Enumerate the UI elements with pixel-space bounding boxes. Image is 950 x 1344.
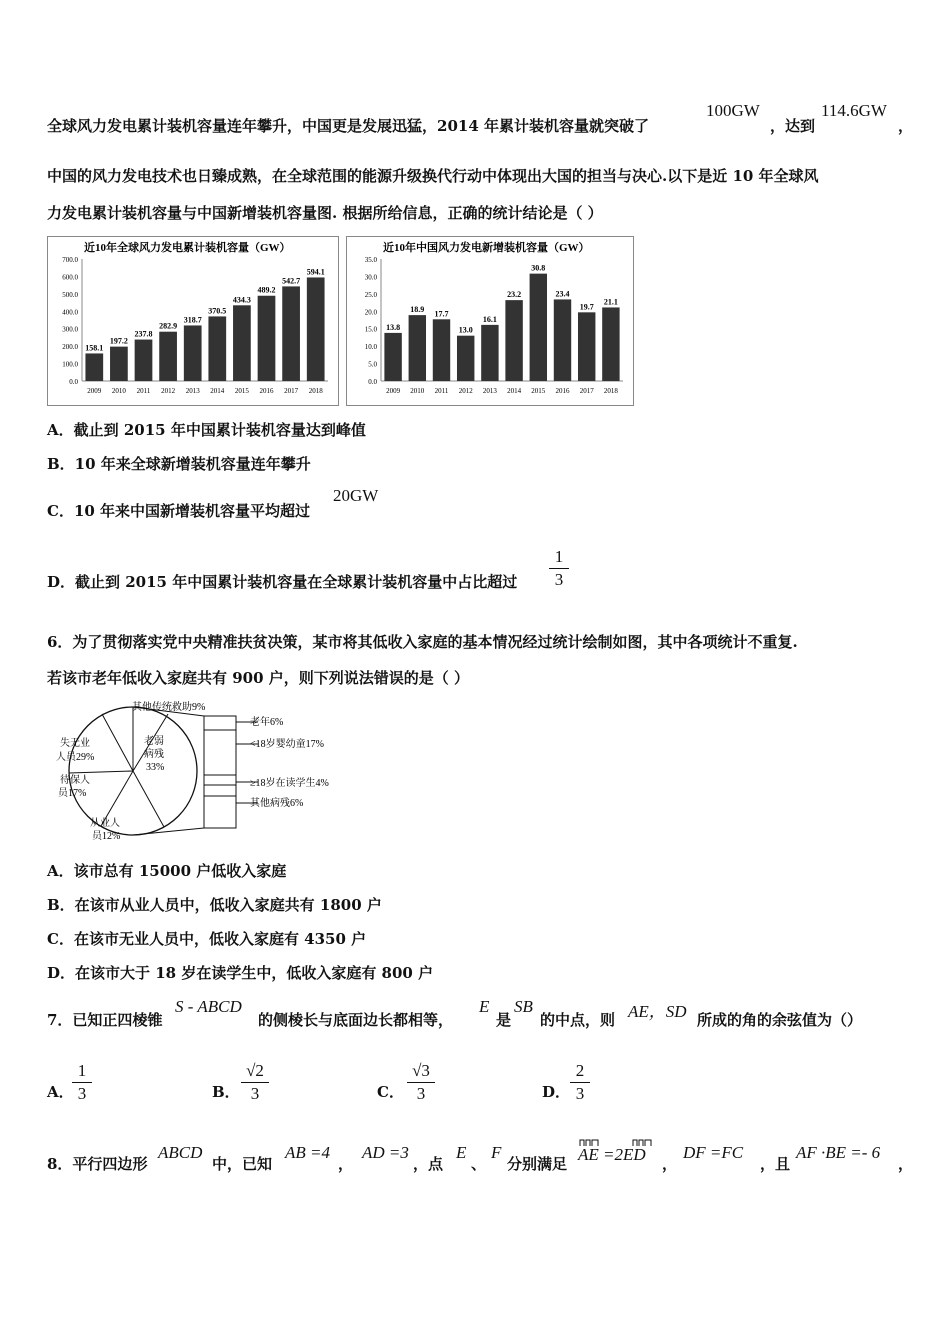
pie-label-unemployed-1: 失无业	[60, 738, 90, 749]
q7-option-a-fraction	[72, 1061, 92, 1104]
q8-text-2: ，	[338, 1155, 354, 1173]
q8-text-5: 分别满足	[507, 1155, 568, 1173]
x-tick-label-2014: 2014	[210, 387, 225, 395]
x-tick-label-2018: 2018	[603, 387, 618, 395]
china-new-capacity-chart	[346, 236, 634, 406]
breakdown-box	[204, 716, 236, 828]
x-tick-label-2016: 2016	[555, 387, 570, 395]
pie-label-employed-1: 从业人	[90, 818, 120, 829]
math-sb: SB	[514, 997, 533, 1016]
bar-2009	[384, 333, 401, 381]
bar-2018	[602, 307, 619, 381]
data-label-2018: 21.1	[603, 297, 618, 307]
math-vector-ae: AE =2ED	[578, 1145, 646, 1164]
data-label-2009: 13.8	[386, 322, 401, 332]
y-tick-label: 0.0	[69, 378, 78, 386]
fraction-den: 3	[77, 1084, 87, 1103]
intro-line-1: 全球风力发电累计装机容量连年攀升，中国更是发展迅猛，2014 年累计装机容量就突破了	[47, 117, 649, 135]
breakdown-label-elder: 老年6%	[250, 717, 284, 728]
bar-2013	[184, 325, 202, 381]
y-tick-label: 700.0	[62, 256, 78, 264]
pie-divider	[69, 771, 133, 773]
intro-line-3: 力发电累计装机容量与中国新增装机容量图. 根据所给信息，正确的统计结论是（ ）	[47, 204, 603, 222]
fraction-num: 2	[575, 1061, 585, 1080]
data-label-2014: 370.5	[208, 306, 227, 316]
pie-chart-figure	[46, 700, 346, 842]
bar-2016	[554, 299, 571, 381]
data-label-2014: 23.2	[507, 290, 522, 300]
fraction-den: 3	[575, 1084, 585, 1103]
q7-option-c-fraction	[407, 1061, 435, 1104]
x-tick-label-2016: 2016	[259, 387, 274, 395]
math-ae-sd: AE，SD	[628, 1002, 687, 1021]
math-point-e: E	[456, 1143, 467, 1162]
y-tick-label: 300.0	[62, 325, 78, 334]
x-tick-label-2009: 2009	[87, 387, 102, 395]
y-tick-label: 15.0	[364, 325, 377, 334]
x-tick-label-2011: 2011	[434, 387, 449, 395]
bar-2011	[433, 319, 450, 381]
data-label-2016: 489.2	[257, 285, 276, 295]
bar-2015	[233, 305, 251, 381]
math-100gw: 100GW	[706, 101, 760, 120]
pie-label-sick-1: 老弱	[144, 736, 164, 747]
q7-stem-mid3: 的中点，则	[540, 1011, 616, 1029]
data-label-2013: 16.1	[482, 314, 497, 324]
fraction-bar	[241, 1082, 269, 1083]
intro-comma: ，	[898, 117, 914, 135]
q7-option-b-label: B．	[212, 1083, 240, 1101]
x-tick-label-2017: 2017	[284, 387, 299, 395]
pie-divider	[102, 714, 133, 771]
y-tick-label: 35.0	[364, 256, 377, 264]
q7-option-d-label: D．	[542, 1083, 571, 1101]
q7-option-a-label: A．	[47, 1083, 74, 1101]
fraction-den: 3	[416, 1084, 426, 1103]
chart-title: 近10年全球风力发电累计装机容量（GW）	[84, 242, 291, 254]
bar-2011	[135, 340, 153, 381]
pie-label-sick-2: 病残	[144, 749, 164, 760]
math-ab: AB =4	[285, 1143, 330, 1162]
q7-stem-mid2: 是	[496, 1011, 512, 1029]
q7-option-d-fraction	[570, 1061, 590, 1104]
x-tick-label-2011: 2011	[136, 387, 151, 395]
fraction-bar	[72, 1082, 92, 1083]
fraction-num: √2	[246, 1061, 264, 1080]
data-label-2017: 19.7	[579, 302, 594, 312]
math-114gw: 114.6GW	[821, 101, 887, 120]
q8-text-1: 中，已知	[212, 1155, 273, 1173]
math-df: DF =FC	[683, 1143, 744, 1162]
bar-2017	[578, 312, 595, 381]
q8-text-8: ，	[898, 1155, 914, 1173]
data-label-2013: 318.7	[183, 315, 202, 325]
pie-label-other: 其他传统救助9%	[132, 702, 206, 713]
q5-option-d: D．截止到 2015 年中国累计装机容量在全球累计装机容量中占比超过	[47, 573, 518, 591]
pie-divider	[133, 771, 164, 827]
y-tick-label: 100.0	[62, 360, 78, 369]
y-tick-label: 200.0	[62, 343, 78, 352]
q5-option-c: C．10 年来中国新增装机容量平均超过	[47, 502, 311, 520]
q7-stem-mid1: 的侧棱长与底面边长都相等，	[258, 1011, 454, 1029]
math-ad: AD =3	[362, 1143, 409, 1162]
data-label-2015: 434.3	[232, 295, 251, 305]
y-tick-label: 400.0	[62, 308, 78, 317]
math-e: E	[479, 997, 490, 1016]
fraction-num: 1	[554, 547, 564, 566]
x-tick-label-2013: 2013	[185, 387, 200, 395]
y-tick-label: 25.0	[364, 290, 377, 299]
data-label-2010: 18.9	[410, 305, 425, 315]
q8-text-7: ，且	[760, 1155, 791, 1173]
y-tick-label: 30.0	[364, 273, 377, 282]
pie-label-employed-2: 员12%	[92, 831, 121, 842]
bar-2014	[208, 316, 226, 381]
pie-label-insured-1: 待保人	[60, 775, 90, 786]
data-label-2011: 17.7	[434, 309, 449, 319]
q6-option-d: D．在该市大于 18 岁在读学生中，低收入家庭有 800 户	[47, 964, 434, 982]
china-new-capacity-svg	[347, 237, 633, 405]
bar-2016	[258, 296, 276, 381]
x-tick-label-2014: 2014	[507, 387, 522, 395]
q7-stem-post: 所成的角的余弦值为（）	[697, 1011, 863, 1029]
fraction-den: 3	[554, 570, 564, 589]
global-capacity-svg	[48, 237, 338, 405]
data-label-2011: 237.8	[134, 329, 153, 339]
breakdown-label-other-sick: 其他病残6%	[250, 798, 304, 809]
bar-2017	[282, 286, 300, 381]
global-capacity-chart	[47, 236, 339, 406]
q5-option-a: A．截止到 2015 年中国累计装机容量达到峰值	[47, 421, 366, 439]
x-tick-label-2012: 2012	[458, 387, 473, 395]
x-tick-label-2013: 2013	[482, 387, 497, 395]
math-pyramid: S - ABCD	[175, 997, 242, 1016]
math-abcd: ABCD	[158, 1143, 203, 1162]
data-label-2016: 23.4	[555, 289, 570, 299]
q5-option-b: B．10 年来全球新增装机容量连年攀升	[47, 455, 311, 473]
pie-label-sick-3: 33%	[146, 762, 165, 773]
bar-2014	[505, 300, 522, 381]
x-tick-label-2010: 2010	[111, 387, 126, 395]
fraction-den: 3	[250, 1084, 260, 1103]
y-tick-label: 20.0	[364, 308, 377, 317]
x-tick-label-2009: 2009	[386, 387, 401, 395]
fraction-num: 1	[77, 1061, 87, 1080]
bar-2012	[159, 332, 177, 381]
q7-stem-pre: 7．已知正四棱锥	[47, 1011, 163, 1029]
fraction-bar	[407, 1082, 435, 1083]
q7-option-c-label: C．	[377, 1083, 404, 1101]
y-tick-label: 5.0	[368, 360, 377, 369]
bar-2015	[530, 274, 547, 381]
bar-2018	[307, 277, 325, 381]
y-tick-label: 500.0	[62, 290, 78, 299]
bar-2012	[457, 336, 474, 381]
q8-text-4: 、	[471, 1155, 487, 1173]
pie-label-insured-2: 员17%	[58, 788, 87, 799]
intro-line-1b: ，达到	[770, 117, 816, 135]
intro-line-2: 中国的风力发电技术也日臻成熟，在全球范围的能源升级换代行动中体现出大国的担当与决心.以下是近 10 年全球风	[47, 167, 819, 185]
breakdown-label-student: ≥18岁在读学生4%	[250, 778, 329, 789]
data-label-2017: 542.7	[282, 276, 301, 286]
q8-text-6: ，	[662, 1155, 678, 1173]
data-label-2012: 13.0	[458, 325, 473, 335]
q6-option-b: B．在该市从业人员中，低收入家庭共有 1800 户	[47, 896, 382, 914]
data-label-2012: 282.9	[159, 321, 178, 331]
y-tick-label: 10.0	[364, 343, 377, 352]
fraction-one-third	[549, 547, 569, 590]
x-tick-label-2015: 2015	[234, 387, 249, 395]
q6-option-a: A．该市总有 15000 户低收入家庭	[47, 862, 287, 880]
x-tick-label-2010: 2010	[410, 387, 425, 395]
math-point-f: F	[491, 1143, 502, 1162]
data-label-2015: 30.8	[531, 263, 546, 273]
x-tick-label-2018: 2018	[308, 387, 323, 395]
math-20gw: 20GW	[333, 486, 379, 505]
data-label-2010: 197.2	[109, 336, 128, 346]
fraction-bar	[549, 568, 569, 569]
breakdown-label-infant: <18岁婴幼童17%	[250, 739, 324, 750]
q6-line-1: 6．为了贯彻落实党中央精准扶贫决策，某市将其低收入家庭的基本情况经过统计绘制如图，其中各项统计不重复.	[47, 633, 798, 651]
q6-option-c: C．在该市无业人员中，低收入家庭有 4350 户	[47, 930, 367, 948]
y-tick-label: 600.0	[62, 273, 78, 282]
q7-option-b-fraction	[241, 1061, 269, 1104]
math-dot-product: AF ·BE =- 6	[796, 1143, 881, 1162]
fraction-bar	[570, 1082, 590, 1083]
x-tick-label-2017: 2017	[579, 387, 594, 395]
fraction-num: √3	[412, 1061, 430, 1080]
chart-title: 近10年中国风力发电新增装机容量（GW）	[383, 242, 590, 254]
data-label-2018: 594.1	[306, 267, 325, 277]
pie-connector	[133, 828, 204, 835]
y-tick-label: 0.0	[368, 378, 377, 386]
bar-2010	[409, 315, 426, 381]
bar-2009	[85, 353, 103, 381]
pie-label-unemployed-2: 人员29%	[56, 752, 95, 763]
q6-line-2: 若该市老年低收入家庭共有 900 户，则下列说法错误的是（ ）	[47, 669, 469, 687]
q8-text-3: ，点	[413, 1155, 444, 1173]
bar-2013	[481, 325, 498, 381]
data-label-2009: 158.1	[85, 343, 104, 353]
bar-2010	[110, 347, 128, 381]
x-tick-label-2015: 2015	[531, 387, 546, 395]
x-tick-label-2012: 2012	[161, 387, 176, 395]
q8-stem-pre: 8．平行四边形	[47, 1155, 148, 1173]
